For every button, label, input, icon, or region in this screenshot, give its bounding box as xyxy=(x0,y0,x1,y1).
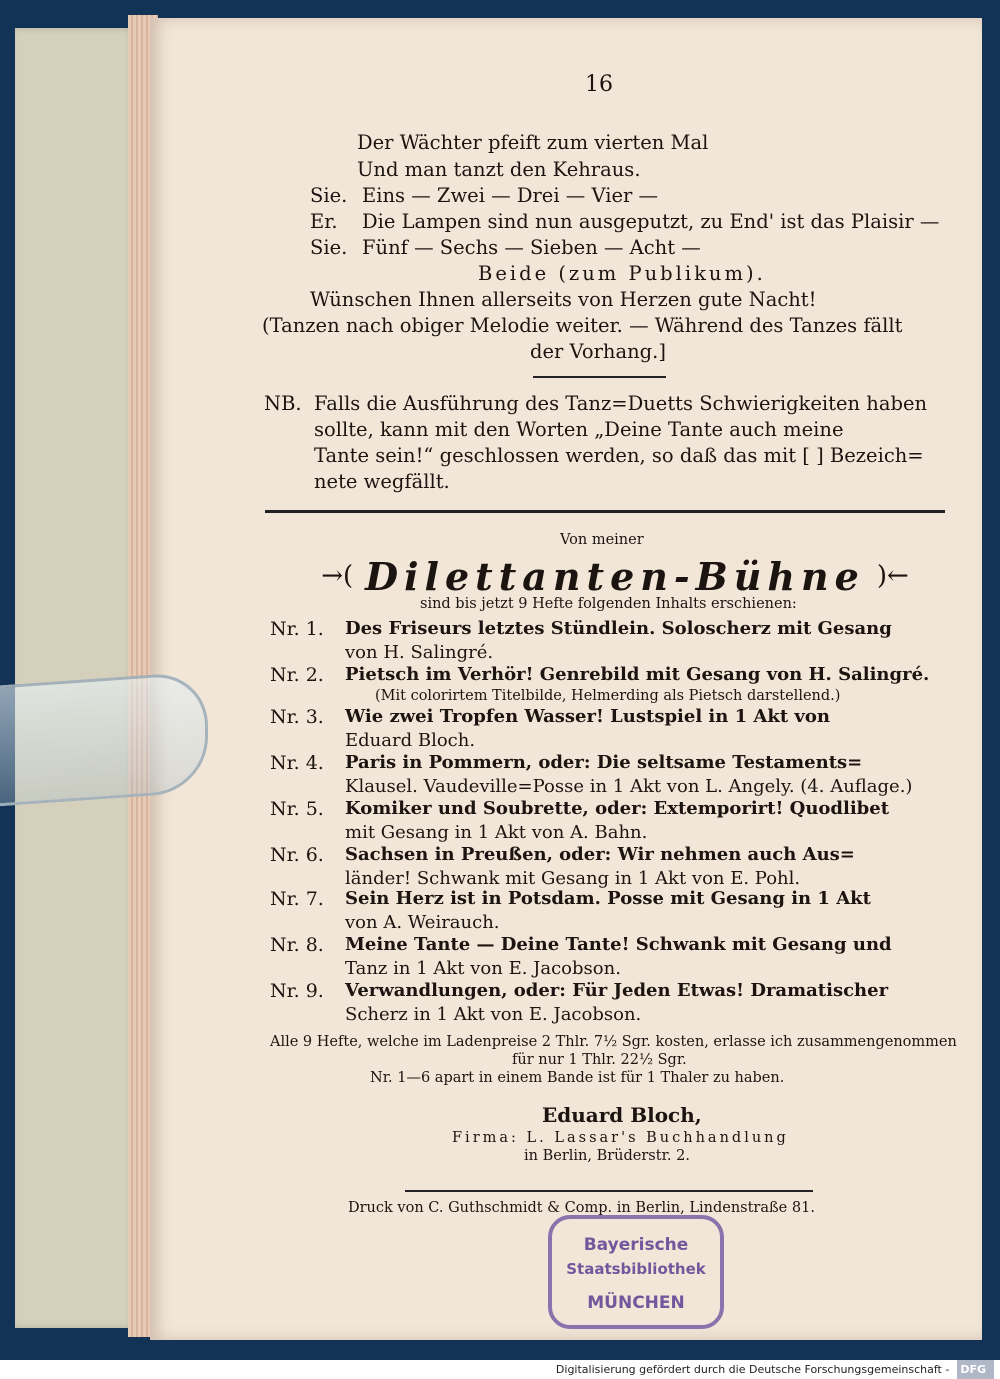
entry-8-line-2: Tanz in 1 Akt von E. Jacobson. xyxy=(345,958,621,979)
entry-1-line-1: Des Friseurs letztes Stündlein. Soloscherz mit Gesang xyxy=(345,618,892,639)
entry-4-line-2: Klausel. Vaudeville=Posse in 1 Akt von L. Angely. (4. Auflage.) xyxy=(345,776,913,797)
note-line-2: sollte, kann mit den Worten „Deine Tante auch meine xyxy=(314,418,844,441)
entry-nr-2: Nr. 2. xyxy=(270,664,324,686)
publisher-address: in Berlin, Brüderstr. 2. xyxy=(524,1148,690,1164)
verse-line-2: Und man tanzt den Kehraus. xyxy=(357,158,641,181)
stamp-line-3: MÜNCHEN xyxy=(587,1293,685,1313)
note-line-4: nete wegfällt. xyxy=(314,470,450,493)
entry-nr-6: Nr. 6. xyxy=(270,844,324,866)
entry-nr-3: Nr. 3. xyxy=(270,706,324,728)
verse-line-4: Die Lampen sind nun ausgeputzt, zu End' ist das Plaisir — xyxy=(362,210,940,233)
verse-line-1: Der Wächter pfeift zum vierten Mal xyxy=(357,131,709,154)
entry-4-line-1: Paris in Pommern, oder: Die seltsame Testaments= xyxy=(345,752,863,773)
entry-6-line-1: Sachsen in Preußen, oder: Wir nehmen auch Aus= xyxy=(345,844,855,865)
publisher-firm: Firma: L. Lassar's Buchhandlung xyxy=(452,1130,789,1146)
stage-direction-dance: (Tanzen nach obiger Melodie weiter. — Während des Tanzes fällt xyxy=(262,314,903,337)
dfg-logo: DFG xyxy=(957,1360,994,1379)
price-line-2: für nur 1 Thlr. 22½ Sgr. xyxy=(512,1052,687,1068)
note-line-1: Falls die Ausführung des Tanz=Duetts Schwierigkeiten haben xyxy=(314,392,928,415)
footer-text: Digitalisierung gefördert durch die Deutsche Forschungsgemeinschaft - xyxy=(555,1363,950,1376)
note-label: NB. xyxy=(264,392,302,415)
price-line-3: Nr. 1—6 apart in einem Bande ist für 1 Thaler zu haben. xyxy=(370,1070,785,1086)
stamp-line-2: Staatsbibliothek xyxy=(566,1260,706,1278)
ornament-left-icon: →( xyxy=(321,561,354,591)
entry-7-line-1: Sein Herz ist in Potsdam. Posse mit Gesang in 1 Akt xyxy=(345,888,871,909)
entry-nr-9: Nr. 9. xyxy=(270,980,324,1002)
imprint-divider xyxy=(405,1190,813,1192)
entry-nr-7: Nr. 7. xyxy=(270,888,324,910)
verse-line-3: Eins — Zwei — Drei — Vier — xyxy=(362,184,659,207)
entry-2-line-2: (Mit colorirtem Titelbilde, Helmerding als Pietsch darstellend.) xyxy=(375,688,841,704)
short-divider xyxy=(533,376,666,378)
price-line-1: Alle 9 Hefte, welche im Ladenpreise 2 Thlr. 7½ Sgr. kosten, erlasse ich zusammengenommen xyxy=(270,1034,957,1050)
stage-direction-beide: Beide (zum Publikum). xyxy=(478,262,766,285)
entry-1-line-2: von H. Salingré. xyxy=(345,642,494,663)
entry-5-line-2: mit Gesang in 1 Akt von A. Bahn. xyxy=(345,822,648,843)
ad-subtitle: sind bis jetzt 9 Hefte folgenden Inhalts erschienen: xyxy=(420,596,797,612)
page-number: 16 xyxy=(585,72,613,97)
note-line-3: Tante sein!“ geschlossen werden, so daß das mit [ ] Bezeich= xyxy=(314,444,924,467)
entry-3-line-1: Wie zwei Tropfen Wasser! Lustspiel in 1 Akt von xyxy=(345,706,830,727)
entry-nr-1: Nr. 1. xyxy=(270,618,324,640)
entry-8-line-1: Meine Tante — Deine Tante! Schwank mit Gesang und xyxy=(345,934,892,955)
stamp-line-1: Bayerische xyxy=(583,1235,689,1255)
printer-imprint: Druck von C. Guthschmidt & Comp. in Berlin, Lindenstraße 81. xyxy=(348,1200,815,1216)
entry-6-line-2: länder! Schwank mit Gesang in 1 Akt von E. Pohl. xyxy=(345,868,801,889)
entry-2-line-1: Pietsch im Verhör! Genrebild mit Gesang von H. Salingré. xyxy=(345,664,930,685)
entry-9-line-2: Scherz in 1 Akt von E. Jacobson. xyxy=(345,1004,642,1025)
section-divider xyxy=(265,510,945,513)
publisher-name: Eduard Bloch, xyxy=(542,1103,702,1127)
stage-direction-curtain: der Vorhang.] xyxy=(530,340,666,363)
entry-9-line-1: Verwandlungen, oder: Für Jeden Etwas! Dramatischer xyxy=(345,980,889,1001)
speaker-er: Er. xyxy=(310,210,338,233)
digitization-footer xyxy=(0,1360,1000,1379)
entry-3-line-2: Eduard Bloch. xyxy=(345,730,476,751)
entry-nr-4: Nr. 4. xyxy=(270,752,324,774)
library-stamp xyxy=(548,1215,724,1329)
page-clip xyxy=(0,671,208,807)
ad-from: Von meiner xyxy=(560,532,644,548)
entry-nr-5: Nr. 5. xyxy=(270,798,324,820)
entry-5-line-1: Komiker und Soubrette, oder: Extemporirt! Quodlibet xyxy=(345,798,890,819)
entry-7-line-2: von A. Weirauch. xyxy=(345,912,500,933)
verse-line-5: Fünf — Sechs — Sieben — Acht — xyxy=(362,236,701,259)
verse-line-7: Wünschen Ihnen allerseits von Herzen gute Nacht! xyxy=(310,288,817,311)
ad-title: Dilettanten-Bühne xyxy=(365,553,865,599)
speaker-sie-2: Sie. xyxy=(310,236,348,259)
speaker-sie-1: Sie. xyxy=(310,184,348,207)
entry-nr-8: Nr. 8. xyxy=(270,934,324,956)
ornament-right-icon: )← xyxy=(876,561,909,591)
